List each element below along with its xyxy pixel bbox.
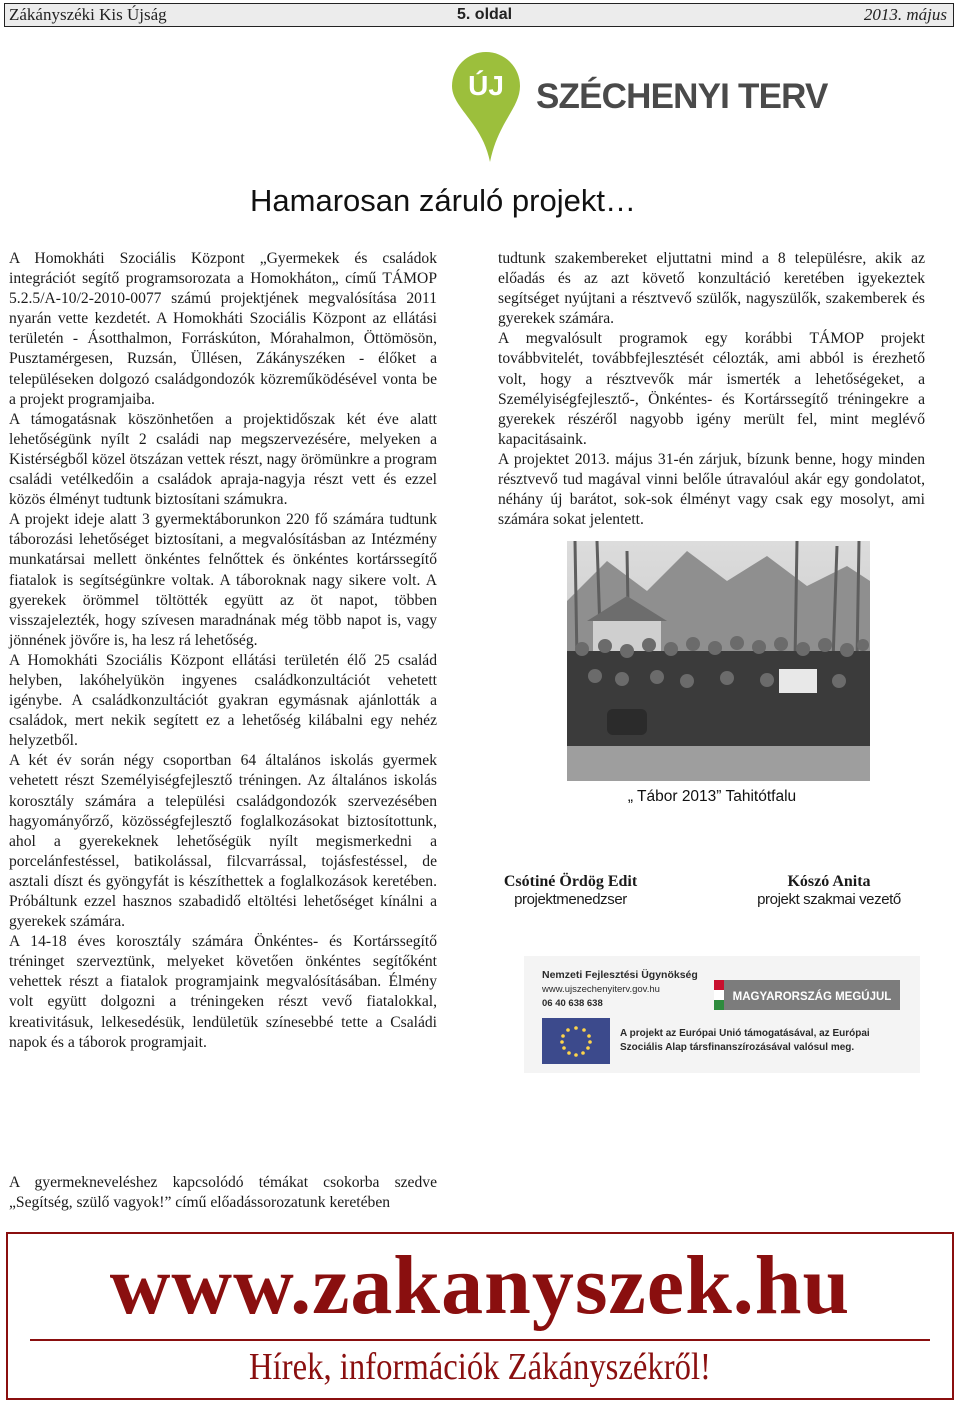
agency-phone: 06 40 638 638 bbox=[542, 998, 603, 1009]
paragraph: A gyermekneveléshez kapcsolódó témákat csokorba szedve „Segítség, szülő vagyok!” című előadássorozatunk keretében bbox=[9, 1174, 437, 1212]
signature-project-manager bbox=[498, 873, 643, 908]
issue-date: 2013. május bbox=[863, 5, 947, 24]
eu-note-line-1: A projekt az Európai Unió támogatásával, az Európai bbox=[620, 1028, 870, 1039]
eu-note-line-2: Szociális Alap társfinanszírozásával valósul meg. bbox=[620, 1042, 855, 1053]
paragraph: A támogatásnak köszönhetően a projektidőszak két éve alatt lehetőségünk nyílt 2 családi nap megszervezésére, melyeken a Kistérségből közel ötszázan vettek részt, nagy örömünkre a program családi vetélkedőin a családok apraja-nagyja részt vett és ezzel közös élményt tudtunk biztosítani számukra. bbox=[9, 410, 437, 509]
szechenyi-terv-logo bbox=[450, 50, 830, 165]
signature-name: Csótiné Ördög Edit bbox=[503, 873, 638, 890]
banner-divider bbox=[30, 1339, 930, 1341]
signature-role: projektmenedzser bbox=[514, 891, 627, 908]
eu-flag-icon bbox=[542, 1018, 610, 1064]
signature-role: projekt szakmai vezető bbox=[757, 891, 901, 908]
paragraph: tudtunk szakembereket eljuttatni mind a 8 településre, akik az előadás és az azt követő konzultáció keretében igyekeztek segítséget nyújtani a résztvevő szülők, nagyszülők, szakemberek és gyerekek számára. bbox=[498, 250, 925, 328]
camp-group-photo bbox=[567, 541, 870, 781]
paragraph: A két év során négy csoportban 64 általános iskolás gyermek vehetett részt Személyiségfejlesztő tréningen. Az általános iskolás korosztály számára a települési családgondozók szervezésében hagyományőrző, közösségfejlesztő foglalkozásokat biztosítottunk, ahol a gyerekeknek lehetőségük nyílt megismerkedni a porcelánfestéssel, batikolással, filcvarrással, tojásfestéssel, de asztali díszt és gyöngyfát is készíthettek a foglalkozások keretében. Próbáltunk ezzel hasznos szabadidő eltöltési lehetőséget kínálni a gyerekek számára. bbox=[9, 752, 437, 931]
website-banner bbox=[6, 1232, 954, 1400]
page-number: 5. oldal bbox=[457, 6, 513, 23]
hungarian-flag-icon bbox=[714, 980, 724, 990]
paragraph: A projekt ideje alatt 3 gyermektáborunkon 220 fő számára tudtunk táborozási lehetőséget biztosítani, a megvalósításban az Intézmény munkatársai mellett önkéntes felnőttek és önkéntes kortárssegítő fiatalok is segítségünkre voltak. A táboroknak nagy sikere volt. A gyerekek örömmel töltötték együtt az öt napot, többen visszajelezték, hogy szívesen maradnának még több napot is, vagy jönnének jövőre is, ha lesz rá lehetőség. bbox=[9, 511, 437, 649]
logo-badge: ÚJ bbox=[468, 70, 504, 101]
article-right-column bbox=[498, 249, 925, 530]
paragraph: A 14-18 éves korosztály számára Önkéntes- és Kortárssegítő tréninget szerveztünk, melyeket követően önkéntes segítőként vehettek részt a fiatalok programjaink megvalósításában. Élmény volt együtt dolgozni a tréningeken részt vevő fiatalokkal, kreativitásuk, lelkesedésük, lendületük színesebbé tette a Családi napok és a táborok programjait. bbox=[9, 933, 437, 1051]
paragraph: A Homokháti Szociális Központ „Gyermekek és családok integrációt segítő programsorozata a Homokháton„ című TÁMOP 5.2.5/A-10/2-2010-0077 számú projektjének megvalósítása 2011 nyarán vette kezdetét. A Homokháti Szociális Központ az ellátási területén - Ásotthalmon, Forráskúton, Mórahalmon, Öttömösön, Pusztamérgesen, Ruzsán, Üllésen, Zákányszéken - élőket a településeken dolgozó családgondozók közreműködésével vonta be a projekt programjaiba. bbox=[9, 250, 437, 408]
article-left-column bbox=[9, 249, 437, 1053]
eu-funding-infobox bbox=[524, 956, 920, 1073]
paragraph: A Homokháti Szociális Központ ellátási területén élő 25 család helyben, lakóhelyükön ingyenes családkonzultációt vehetett igénybe. A családkonzultációt gyakran egymásnak ajánlották a családok, mert nekik segített ez a lehetőség kilábalni egy nehéz helyzetből. bbox=[9, 651, 437, 750]
article-title: Hamarosan záruló projekt… bbox=[250, 183, 636, 218]
website-url[interactable]: www.zakanyszek.hu bbox=[109, 1239, 851, 1332]
slogan-text: MAGYARORSZÁG MEGÚJUL bbox=[732, 991, 892, 1003]
agency-name: Nemzeti Fejlesztési Ügynökség bbox=[542, 969, 698, 981]
page-header bbox=[4, 3, 954, 27]
paragraph: A projektet 2013. május 31-én zárjuk, bízunk benne, hogy minden résztvevő tud magával vinni belőle útravalóul akár egy gondolatot, néhány új barátot, sok-sok élményt vagy csak egy mosolyt, ami számára sokat jelentett. bbox=[498, 450, 925, 529]
signature-name: Kószó Anita bbox=[787, 873, 871, 890]
logo-text: SZÉCHENYI TERV bbox=[536, 77, 828, 116]
banner-subtitle: Hírek, információk Zákányszékről! bbox=[249, 1346, 711, 1388]
article-left-tail bbox=[9, 1173, 437, 1213]
paragraph: A megvalósult programok egy korábbi TÁMOP projekt továbbvitelét, továbbfejlesztését célozták, ami abból is érezhető volt, hogy a résztvevők már ismerték a lehetőségeket, a Személyiségfejlesztő-, Önkéntes- és Kortárssegítő tréningekre a gyerekek részéről nagyobb igény merült fel, mint meglévő kapacitásaink. bbox=[498, 330, 925, 448]
agency-url: www.ujszechenyiterv.gov.hu bbox=[542, 984, 660, 995]
photo-caption: „ Tábor 2013” Tahitótfalu bbox=[627, 788, 797, 805]
newspaper-name: Zákányszéki Kis Újság bbox=[9, 5, 167, 24]
signature-professional-lead bbox=[738, 873, 920, 908]
